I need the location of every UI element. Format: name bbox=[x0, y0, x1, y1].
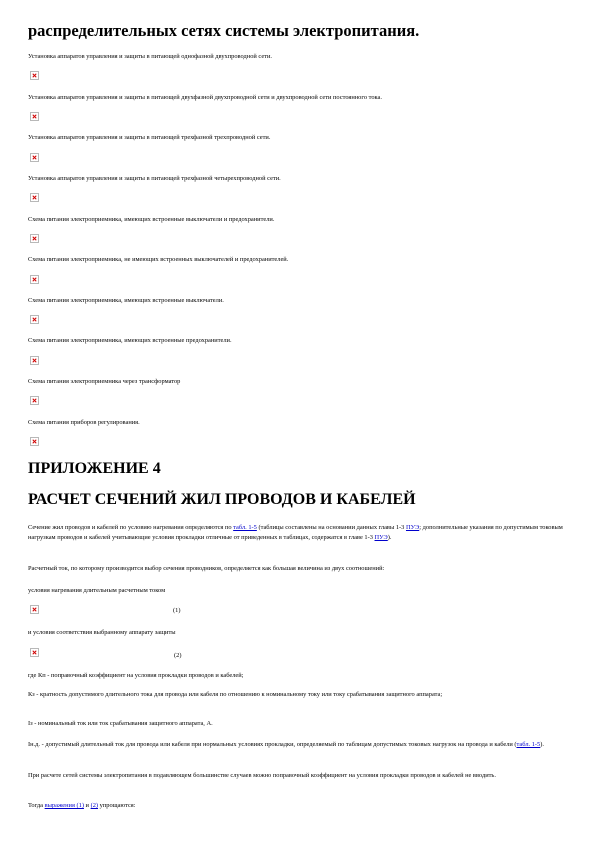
table-1-5-link[interactable]: табл. 1-5 bbox=[516, 741, 541, 748]
then-text-1: Тогда bbox=[28, 802, 45, 809]
broken-image-icon bbox=[30, 112, 39, 121]
idd-definition bbox=[28, 740, 573, 750]
broken-image-icon bbox=[30, 396, 39, 405]
intro-paragraph bbox=[28, 523, 573, 542]
idd-text-1: Iн.д. - допустимый длительный ток для провода или кабеля при нормальных условиях прокладки, определяемый по таблицам допустимых токовых нагрузок на провода и кабели ( bbox=[28, 741, 517, 748]
list-item-caption: Схема питания электроприемника, имеющих встроенные выключатели и предохранители. bbox=[28, 216, 275, 223]
kz-definition: Кз - кратность допустимого длительного тока для провода или кабеля по отношению к номинальному току или току срабатывания защитного аппарата; bbox=[28, 691, 443, 698]
iz-definition: Iз - номинальный ток или ток срабатывания защитного аппарата, А. bbox=[28, 720, 213, 727]
expression-2-link[interactable]: (2) bbox=[90, 802, 99, 809]
idd-text-2: ). bbox=[540, 741, 544, 748]
list-item-caption: Схема питания электроприемника, имеющих встроенные выключатели. bbox=[28, 297, 224, 304]
pue-link[interactable]: ПУЭ bbox=[405, 524, 420, 531]
pue-link[interactable]: ПУЭ bbox=[374, 533, 388, 541]
formula-image-icon bbox=[30, 605, 39, 614]
list-item-caption: Схема питания электроприемника, не имеющих встроенных выключателей и предохранителей. bbox=[28, 256, 289, 263]
table-1-5-link[interactable]: табл. 1-5 bbox=[233, 524, 257, 531]
condition-heating-text: условия нагревания длительным расчетным током bbox=[28, 587, 166, 594]
then-text-2: и bbox=[83, 802, 91, 809]
broken-image-icon bbox=[30, 71, 39, 80]
note-paragraph: При расчете сетей системы электропитания в подавляющем большинстве случаев можно поправочный коэффициент на условия прокладки проводов и кабелей не вводить. bbox=[28, 772, 496, 779]
list-item-caption: Установка аппаратов управления и защиты в питающей трехфазной трехпроводной сети. bbox=[28, 134, 271, 141]
list-item-caption: Установка аппаратов управления и защиты в питающей трехфазной четырехпроводной сети. bbox=[28, 175, 281, 182]
broken-image-icon bbox=[30, 437, 39, 446]
list-item-caption: Схема питания приборов регулирования. bbox=[28, 419, 140, 426]
formula-number: (1) bbox=[173, 607, 181, 614]
then-paragraph bbox=[28, 801, 573, 811]
intro-text-2: (таблицы составлены на основании данных главы 1-3 bbox=[256, 524, 406, 531]
broken-image-icon bbox=[30, 315, 39, 324]
broken-image-icon bbox=[30, 275, 39, 284]
broken-image-icon bbox=[30, 356, 39, 365]
calc-heading: РАСЧЕТ СЕЧЕНИЙ ЖИЛ ПРОВОДОВ И КАБЕЛЕЙ bbox=[28, 491, 416, 508]
appendix-heading: ПРИЛОЖЕНИЕ 4 bbox=[28, 460, 161, 477]
kp-definition: где Кп - поправочный коэффициент на условия прокладки проводов и кабелей; bbox=[28, 672, 244, 679]
list-item-caption: Схема питания электроприемника через трансформатор bbox=[28, 378, 181, 385]
broken-image-icon bbox=[30, 153, 39, 162]
section-heading: распределительных сетях системы электропитания. bbox=[28, 21, 420, 40]
list-item-caption: Установка аппаратов управления и защиты в питающей двухфазной двухпроводной сети и двухпроводной сети постоянного тока. bbox=[28, 94, 382, 101]
condition-protection-text: и условия соответствия выбранному аппарату защиты bbox=[28, 629, 176, 636]
intro-text-4: ). bbox=[387, 533, 392, 541]
intro-text-3: ; дополнительные указания по допустимым токовым нагрузкам проводов и кабелей учитывающие условия прокладки отличные от приведенных в таблицах, содержатся в главе 1-3 bbox=[28, 524, 563, 541]
broken-image-icon bbox=[30, 193, 39, 202]
formula-number: (2) bbox=[174, 652, 182, 659]
formula-image-icon bbox=[30, 648, 39, 657]
broken-image-icon bbox=[30, 234, 39, 243]
calc-current-text: Расчетный ток, по которому производится выбор сечения проводников, определяется как большая величина из двух соотношений: bbox=[28, 565, 385, 572]
intro-text-1: Сечение жил проводов и кабелей по условию нагревания определяются по bbox=[28, 524, 234, 531]
list-item-caption: Схема питания электроприемника, имеющих встроенные предохранители. bbox=[28, 337, 232, 344]
expression-1-link[interactable]: выражения (1) bbox=[44, 802, 84, 809]
then-text-3: упрощаются: bbox=[98, 802, 136, 809]
list-item-caption: Установка аппаратов управления и защиты в питающей однофазной двухпроводной сети. bbox=[28, 53, 272, 60]
